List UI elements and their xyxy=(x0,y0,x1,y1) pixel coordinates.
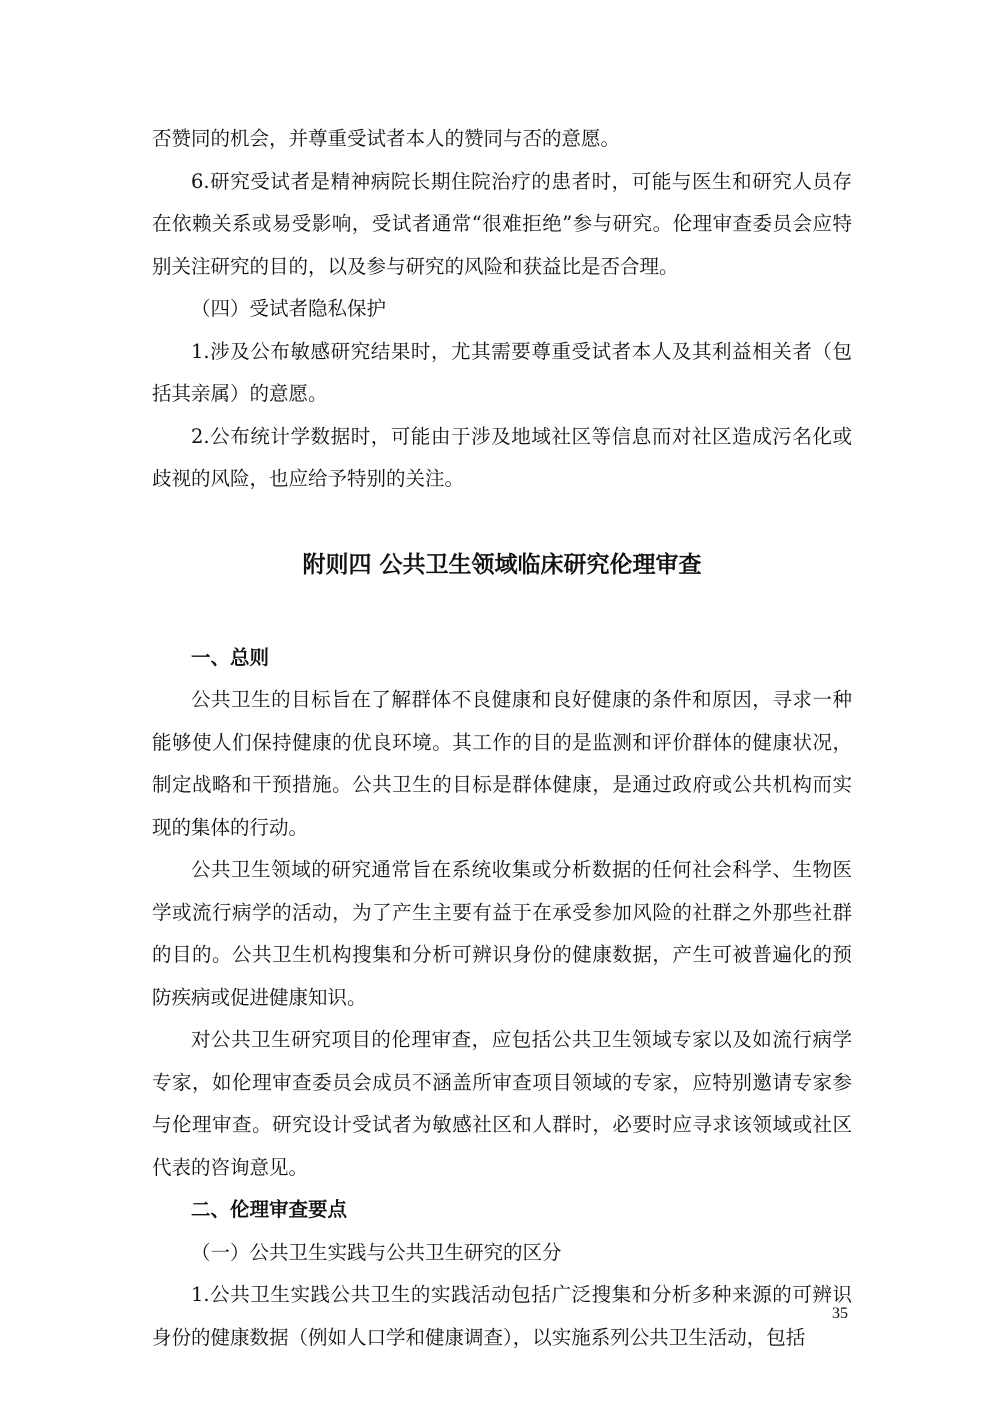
paragraph-general-3: 对公共卫生研究项目的伦理审查，应包括公共卫生领域专家以及如流行病学专家，如伦理审查委员会成员不涵盖所审查项目领域的专家，应特别邀请专家参与伦理审查。研究设计受试者为敏感社区和人群时，必要时应寻求该领域或社区代表的咨询意见。 xyxy=(152,1028,852,1179)
paragraph-practice-1: 1.公共卫生实践公共卫生的实践活动包括广泛搜集和分析多种来源的可辨识身份的健康数据（例如人口学和健康调查），以实施系列公共卫生活动，包括 xyxy=(152,1283,852,1349)
section-heading-general: 一、总则 xyxy=(191,645,270,669)
appendix-title: 附则四 公共卫生领域临床研究伦理审查 xyxy=(302,551,702,578)
page-number: 35 xyxy=(832,1305,848,1322)
paragraph-continued: 否赞同的机会，并尊重受试者本人的赞同与否的意愿。 xyxy=(152,127,621,150)
section-heading-review-points: 二、伦理审查要点 xyxy=(191,1198,348,1221)
paragraph-privacy-2: 2.公布统计学数据时，可能由于涉及地域社区等信息而对社区造成污名化或歧视的风险，也应给予特别的关注。 xyxy=(152,424,852,490)
subheading-privacy: （四）受试者隐私保护 xyxy=(191,297,387,320)
page-content xyxy=(152,118,852,1359)
paragraph-item-6: 6.研究受试者是精神病院长期住院治疗的患者时，可能与医生和研究人员存在依赖关系或易受影响，受试者通常“很难拒绝”参与研究。伦理审查委员会应特别关注研究的目的，以及参与研究的风险和获益比是否合理。 xyxy=(152,169,852,278)
paragraph-general-2: 公共卫生领域的研究通常旨在系统收集或分析数据的任何社会科学、生物医学或流行病学的活动，为了产生主要有益于在承受参加风险的社群之外那些社群的目的。公共卫生机构搜集和分析可辨识身份的健康数据，产生可被普遍化的预防疾病或促进健康知识。 xyxy=(152,858,852,1009)
paragraph-privacy-1: 1.涉及公布敏感研究结果时，尤其需要尊重受试者本人及其利益相关者（包括其亲属）的意愿。 xyxy=(152,339,852,405)
paragraph-general-1: 公共卫生的目标旨在了解群体不良健康和良好健康的条件和原因，寻求一种能够使人们保持健康的优良环境。其工作的目的是监测和评价群体的健康状况，制定战略和干预措施。公共卫生的目标是群体健康，是通过政府或公共机构而实现的集体的行动。 xyxy=(152,688,852,839)
subheading-practice-vs-research: （一）公共卫生实践与公共卫生研究的区分 xyxy=(191,1240,562,1264)
